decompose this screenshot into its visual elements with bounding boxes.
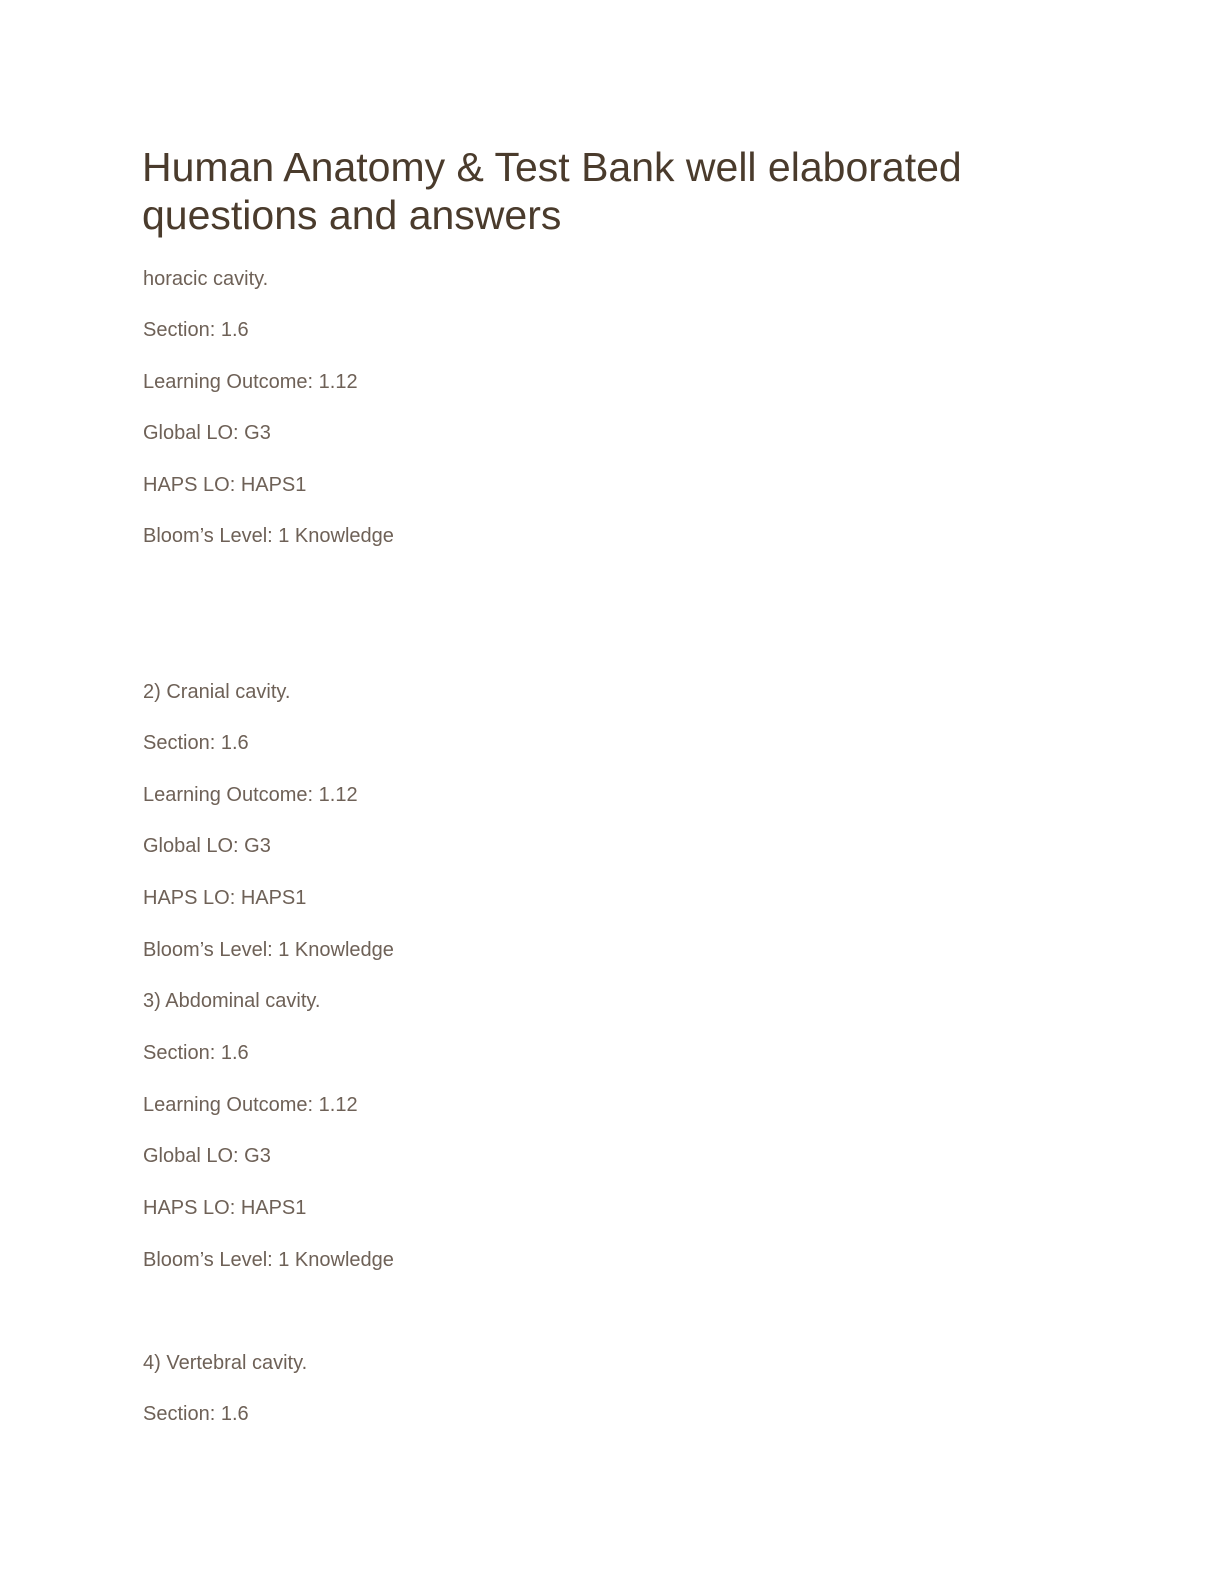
text-line: Global LO: G3 xyxy=(143,1145,271,1167)
text-line: Section: 1.6 xyxy=(143,732,249,754)
text-line: horacic cavity. xyxy=(143,268,269,290)
text-line: Global LO: G3 xyxy=(143,835,271,857)
text-line: Section: 1.6 xyxy=(143,1403,249,1425)
text-line: Bloom’s Level: 1 Knowledge xyxy=(143,939,394,961)
text-line: HAPS LO: HAPS1 xyxy=(143,887,307,909)
text-line: 3) Abdominal cavity. xyxy=(143,990,321,1012)
text-line: Learning Outcome: 1.12 xyxy=(143,1094,358,1116)
text-line: Bloom’s Level: 1 Knowledge xyxy=(143,525,394,547)
text-line: Section: 1.6 xyxy=(143,319,249,341)
text-line: HAPS LO: HAPS1 xyxy=(143,474,307,496)
text-line: 4) Vertebral cavity. xyxy=(143,1352,308,1374)
text-line: Global LO: G3 xyxy=(143,422,271,444)
text-line: 2) Cranial cavity. xyxy=(143,681,291,703)
text-line: Bloom’s Level: 1 Knowledge xyxy=(143,1249,394,1271)
text-line: HAPS LO: HAPS1 xyxy=(143,1197,307,1219)
page-title: Human Anatomy & Test Bank well elaborated questions and answers xyxy=(142,144,962,238)
text-line: Learning Outcome: 1.12 xyxy=(143,371,358,393)
text-line: Learning Outcome: 1.12 xyxy=(143,784,358,806)
text-line: Section: 1.6 xyxy=(143,1042,249,1064)
